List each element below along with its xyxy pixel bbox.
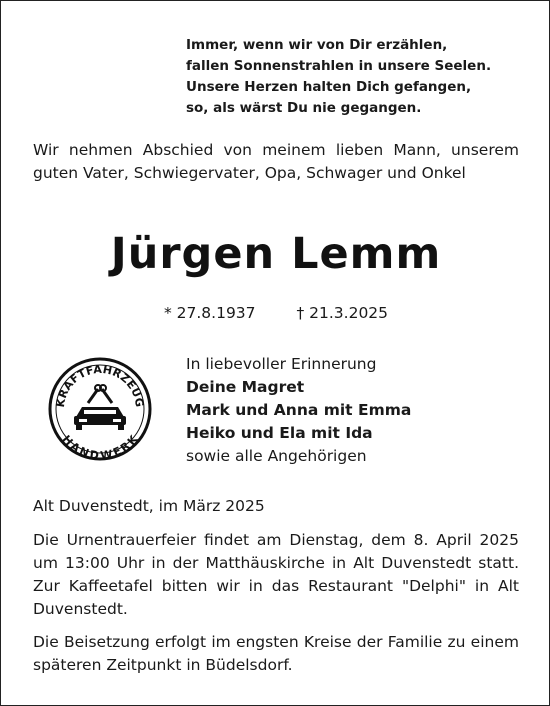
burial-info-paragraph: Die Beisetzung erfolgt im engsten Kreise der Familie zu einem späteren Zeitpunkt in Büdelsdorf. [33,633,519,674]
deceased-name: Jürgen Lemm [110,229,442,279]
place-date: Alt Duvenstedt, im März 2025 [33,497,265,515]
family-line: Heiko und Ela mit Ida [186,424,373,442]
family-list [186,353,516,468]
birth-date: * 27.8.1937 [163,304,256,322]
poem-line: Immer, wenn wir von Dir erzählen, [186,37,448,53]
family-line: sowie alle Angehörigen [186,447,367,465]
life-dates [1,304,550,322]
poem-line: Unsere Herzen halten Dich gefangen, [186,79,472,95]
poem-line: so, als wärst Du nie gegangen. [186,100,422,116]
intro-text: Wir nehmen Abschied von meinem lieben Mann, unserem guten Vater, Schwiegervater, Opa, Schwager und Onkel [33,141,519,182]
emblem-top-text: KRAFTFAHRZEUG [53,362,147,409]
funeral-info-paragraph: Die Urnentrauerfeier findet am Dienstag, dem 8. April 2025 um 13:00 Uhr in der Matthäuskirche in Alt Duvenstedt statt. Zur Kaffeetafel bitten wir in das Restaurant "Delphi" in Alt Duvenstedt. [33,531,519,618]
family-line: In liebevoller Erinnerung [186,355,377,373]
death-date: † 21.3.2025 [296,304,389,322]
family-line: Deine Magret [186,378,305,396]
kraftfahrzeug-handwerk-emblem-icon [48,357,152,461]
poem [186,35,516,119]
emblem-bottom-text: HANDWERK [59,432,141,461]
poem-line: fallen Sonnenstrahlen in unsere Seelen. [186,58,492,74]
family-line: Mark und Anna mit Emma [186,401,412,419]
